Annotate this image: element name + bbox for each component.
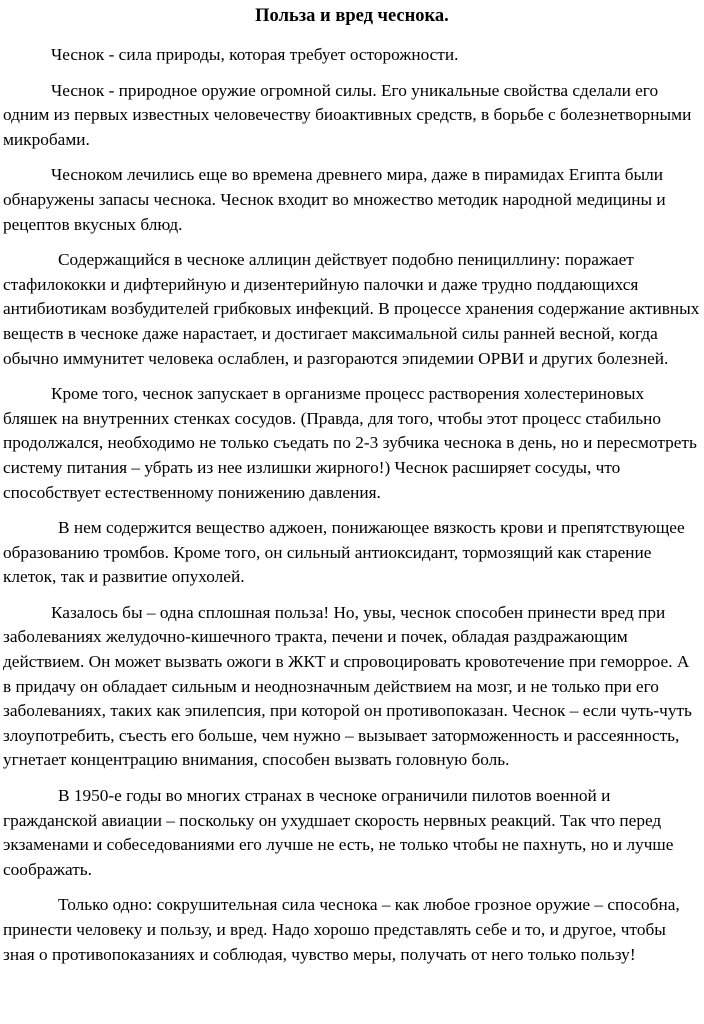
paragraph-intro: Чеснок - сила природы, которая требует осторожности. [51, 45, 459, 64]
paragraph-harm: Казалось бы – одна сплошная польза! Но, увы, чеснок способен принести вред при заболеваниях желудочно-кишечного тракта, печени и почек, обладая раздражающим действием. Он может вызвать ожоги в ЖКТ и спровоцировать кровотечение при геморрое. А в придачу он обладает сильным и неоднозначным действием на мозг, и не только при его заболеваниях, таких как эпилепсия, при которой он противопоказан. Чеснок – если чуть-чуть злоупотребить, съесть его больше, чем нужно – вызывает заторможенность и рассеянность, угнетает концентрацию внимания, способен вызвать головную боль. [3, 602, 692, 770]
paragraph-ajoene: В нем содержится вещество аджоен, понижающее вязкость крови и препятствующее образованию тромбов. Кроме того, он сильный антиоксидант, тормозящий как старение клеток, так и развитие опухолей. [3, 518, 685, 587]
document-title: Польза и вред чеснока. [255, 6, 449, 26]
paragraph-weapon: Чеснок - природное оружие огромной силы. Его уникальные свойства сделали его одним из первых известных человечеству биоактивных средств, в борьбе с болезнетворными микробами. [3, 80, 692, 149]
paragraph-conclusion: Только одно: сокрушительная сила чеснока – как любое грозное оружие – способна, принести человеку и пользу, и вред. Надо хорошо представлять себе и то, и другое, чтобы зная о противопоказаниях и соблюдая, чувство меры, получать от него только пользу! [3, 895, 680, 964]
paragraph-cholesterol: Кроме того, чеснок запускает в организме процесс растворения холестериновых бляшек на внутренних стенках сосудов. (Правда, для того, чтобы этот процесс стабильно продолжался, необходимо не только съедать по 2-3 зубчика чеснока в день, но и пересмотреть систему питания – убрать из нее излишки жирного!) Чеснок расширяет сосуды, что способствует естественному понижению давления. [3, 384, 697, 502]
paragraph-pilots: В 1950-е годы во многих странах в чесноке ограничили пилотов военной и гражданской авиации – поскольку он ухудшает скорость нервных реакций. Так что перед экзаменами и собеседованиями его лучше не есть, не только чтобы не пахнуть, но и лучше соображать. [3, 786, 674, 879]
paragraph-allicin: Содержащийся в чесноке аллицин действует подобно пенициллину: поражает стафилококки и дифтерийную и дизентерийную палочки и даже трудно поддающихся антибиотикам возбудителей грибковых инфекций. В процессе хранения содержание активных веществ в чесноке даже нарастает, и достигает максимальной силы ранней весной, когда обычно иммунитет человека ослаблен, и разгораются эпидемии ОРВИ и других болезней. [3, 250, 700, 368]
paragraph-history: Чесноком лечились еще во времена древнего мира, даже в пирамидах Египта были обнаружены запасы чеснока. Чеснок входит во множество методик народной медицины и рецептов вкусных блюд. [3, 165, 666, 234]
